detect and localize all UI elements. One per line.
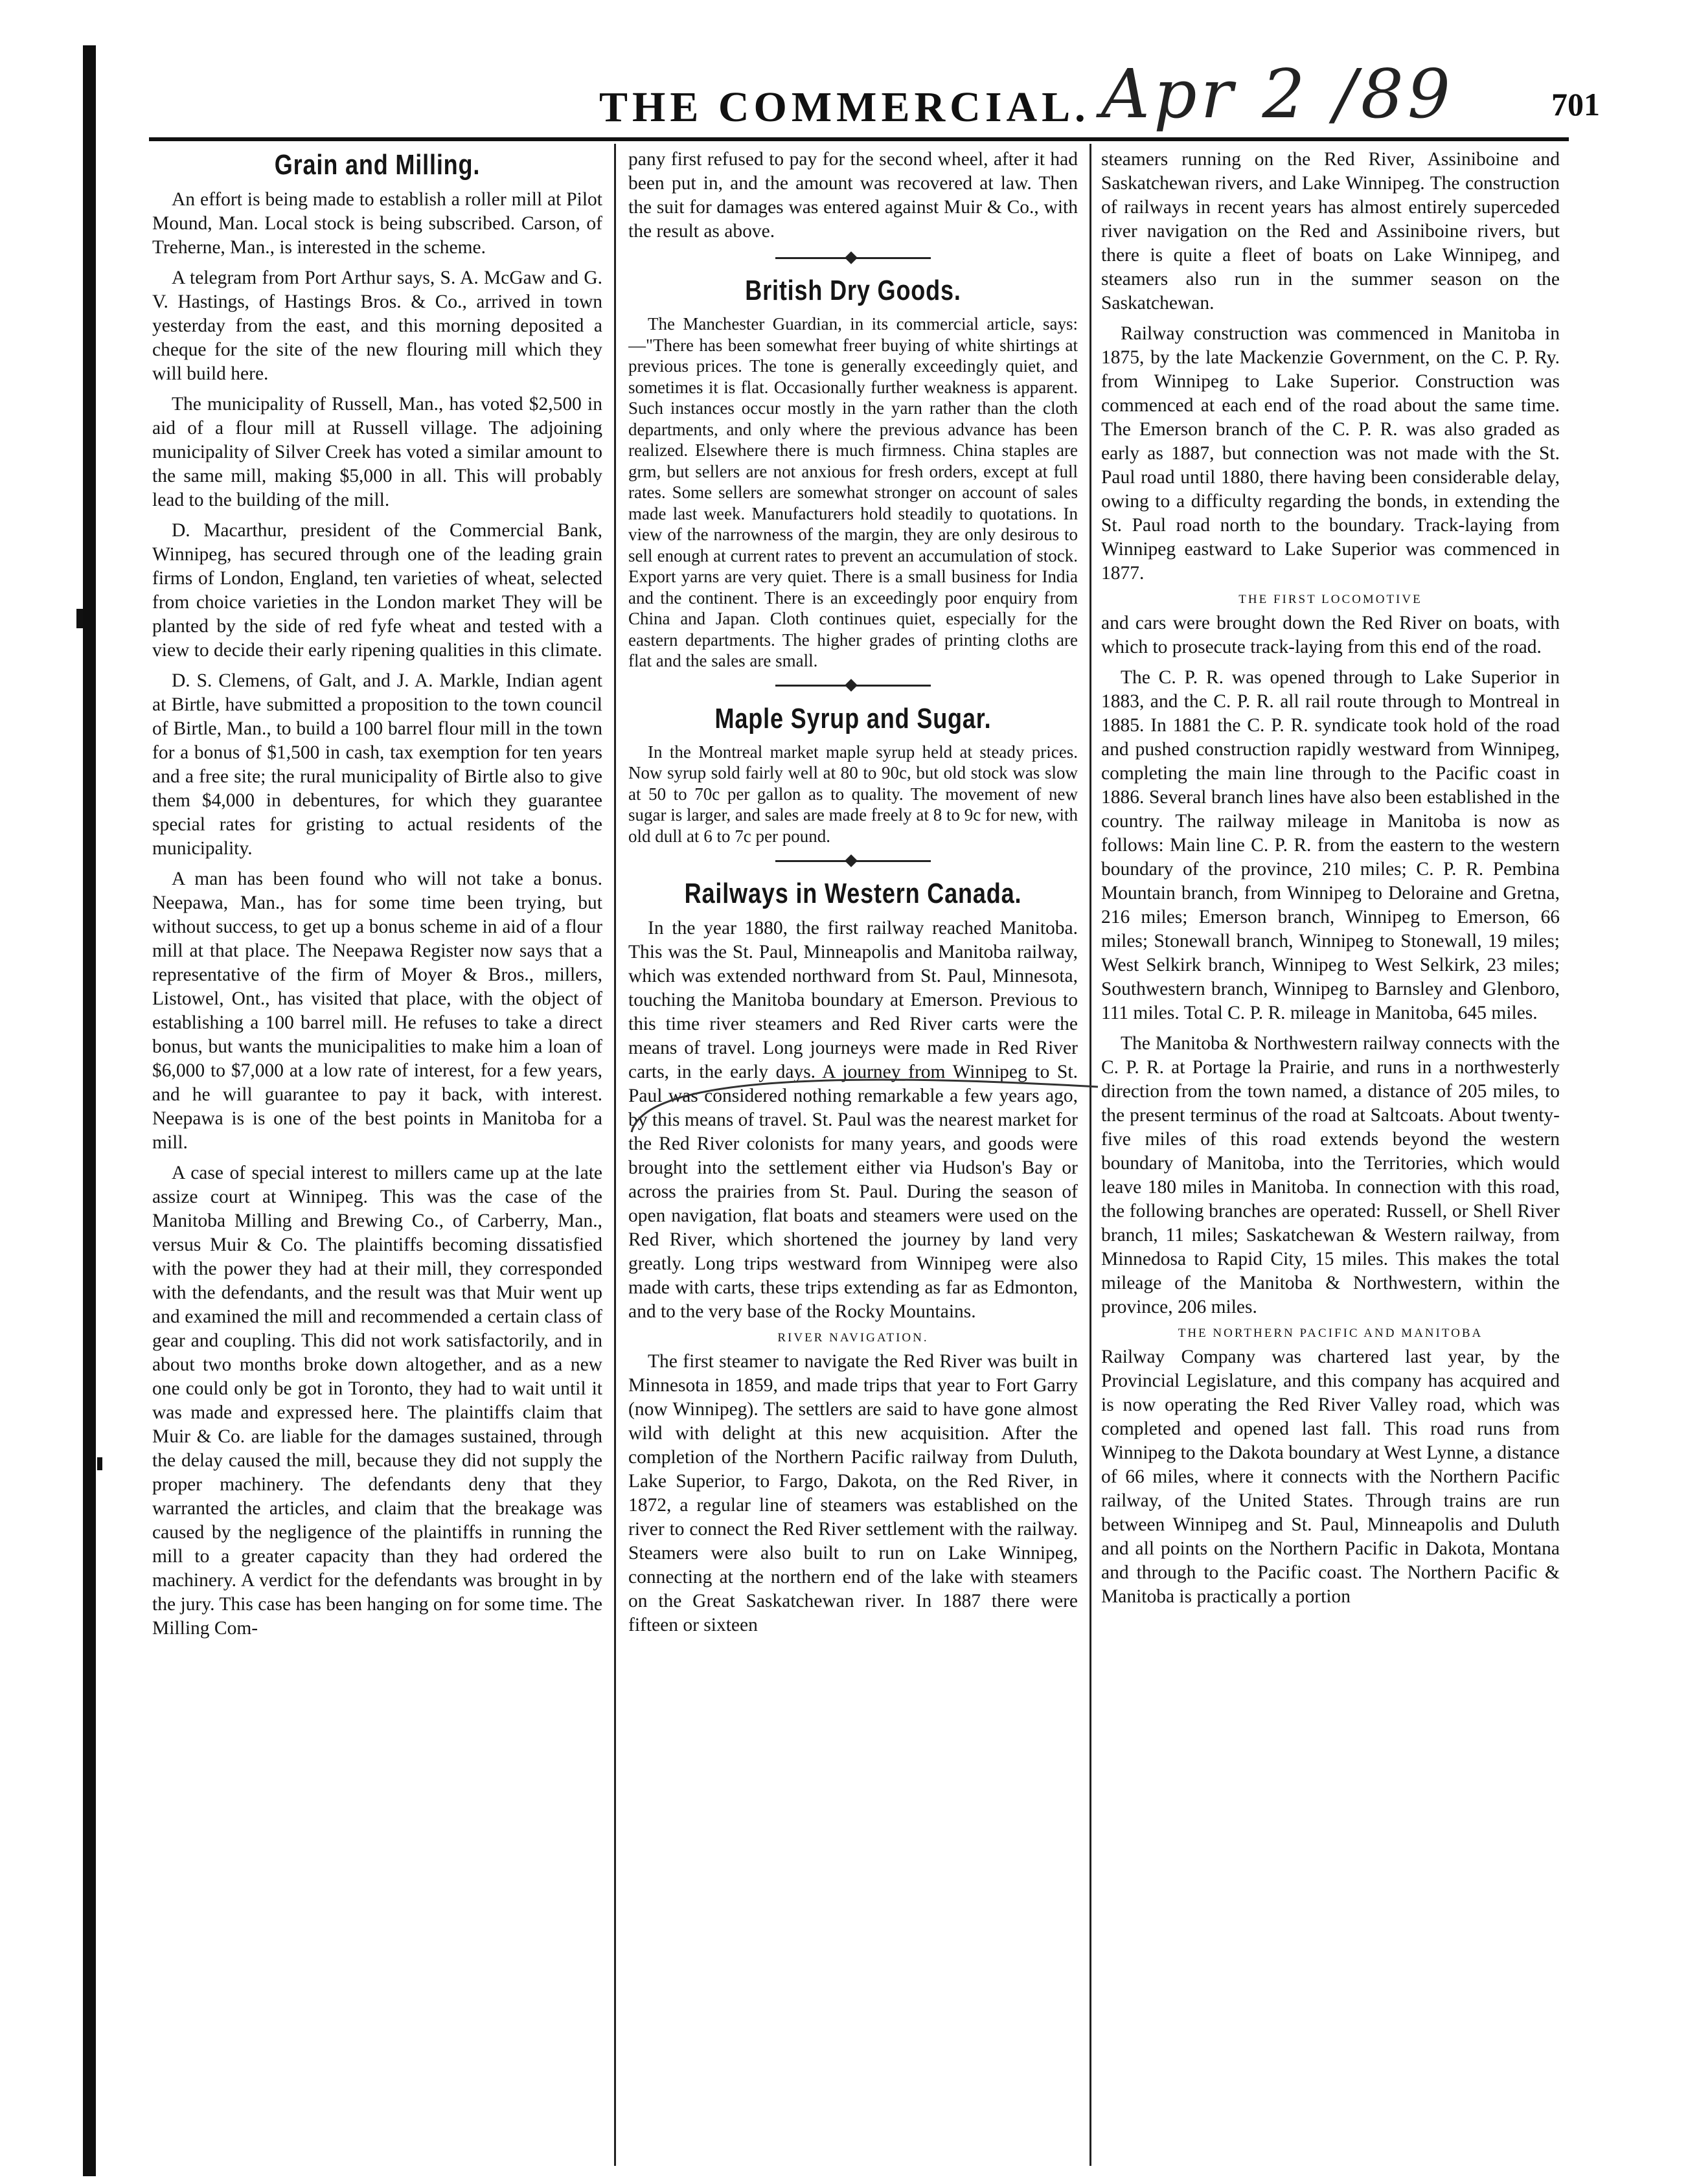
paragraph: Railway construction was commenced in Manitoba in 1875, by the late Mackenzie Government, on the C. P. Ry. from Winnipeg to Lake Superior. Construction was commenced at each end of the road about the same time. The Emerson branch of the C. P. R. was also graded as early as 1887, but connection was not made with the St. Paul road until 1880, there having been considerable delay, owing to a difficulty regarding the bonds, in extending the St. Paul road north to the boundary. Track-laying from Winnipeg eastward to Lake Superior was commenced in 1877. xyxy=(1101,323,1560,584)
section-heading-dry-goods: British Dry Goods. xyxy=(745,275,961,306)
paragraph: An effort is being made to establish a roller mill at Pilot Mound, Man. Local stock is being subscribed. Carson, of Treherne, Man., is interested in the scheme. xyxy=(152,189,602,258)
paragraph: In the year 1880, the first railway reached Manitoba. This was the St. Paul, Minneapolis and Manitoba railway, which was extended northward from St. Paul, Minnesota, touching the Manitoba boundary at Emerson. Previous to this time river steamers and Red River carts were the means of travel. Long journeys were made in Red River carts, in the early days. A journey from Winnipeg to St. Paul was considered nothing remarkable a few years ago, by this means of travel. St. Paul was the nearest market for the Red River colonists for many years, and goods were brought into the settlement either via Hudson's Bay or across the prairies from St. Paul. During the season of open navigation, flat boats and steamers were used on the Red River, which shortened the journey by land very greatly. Long trips westward from Winnipeg were also made with carts, these trips extending as far as Edmonton, and to the very base of the Rocky Mountains. xyxy=(628,918,1078,1322)
column-3 xyxy=(1101,148,1560,2168)
spine-mark xyxy=(97,1457,102,1470)
paragraph: D. S. Clemens, of Galt, and J. A. Markle, Indian agent at Birtle, have submitted a proposition to the town council of Birtle, Man., to build a 100 barrel flour mill in the town for a bonus of $1,500 in cash, tax exemption for ten years and a free site; the rural municipality of Birtle also to give them $4,000 in debentures, for which they guarantee special rates for gristing to actual residents of the municipality. xyxy=(152,670,602,859)
pencil-mark xyxy=(619,1067,1111,1139)
section-heading-grain-milling: Grain and Milling. xyxy=(274,149,481,181)
section-heading-maple-syrup: Maple Syrup and Sugar. xyxy=(714,702,992,734)
subheading-first-locomotive: THE FIRST LOCOMOTIVE xyxy=(1238,593,1422,606)
subheading-northern-pacific: THE NORTHERN PACIFIC AND MANITOBA xyxy=(1178,1326,1483,1340)
paragraph: The municipality of Russell, Man., has voted $2,500 in aid of a flour mill at Russell village. The adjoining municipality of Silver Creek has voted a similar amount to the same mill, making $5,000 in all. This will probably lead to the building of the mill. xyxy=(152,394,602,510)
page-number: 701 xyxy=(1551,86,1600,122)
section-divider xyxy=(628,250,1078,266)
handwritten-date: Apr 2 /89 xyxy=(1101,54,1455,133)
paragraph: Railway Company was chartered last year, by the Provincial Legislature, and this company has acquired and is now operating the Red River Valley road, which was completed and opened last fall. This road runs from Winnipeg to the Dakota boundary at West Lynne, a distance of 66 miles, where it connects with the Northern Pacific railway, of the United States. Through trains are run between Winnipeg and St. Paul, Minneapolis and Duluth and all points on the Northern Pacific in Dakota, Montana and through to the Pacific coast. The Northern Pacific & Manitoba is practically a portion xyxy=(1101,1347,1560,1607)
column-rule xyxy=(1089,144,1091,2166)
paragraph: and cars were brought down the Red River on boats, with which to prosecute track-laying from this end of the road. xyxy=(1101,613,1560,657)
subheading-river-navigation: RIVER NAVIGATION. xyxy=(777,1331,929,1345)
paragraph-continuation: steamers running on the Red River, Assiniboine and Saskatchewan rivers, and Lake Winnipeg. The construction of railways in recent years has almost entirely superceded river navigation on the Red and Assiniboine rivers, but there is quite a fleet of boats on Lake Winnipeg, and steamers also run in the summer season on the Saskatchewan. xyxy=(1101,149,1560,313)
paragraph: The Manchester Guardian, in its commercial article, says:—"There has been somewhat freer buying of white shirtings at previous prices. The tone is generally exceedingly quiet, and sometimes it is flat. Occasionally further weakness is apparent. Such instances occur mostly in the yarn rather than the cloth departments, and only where the previous advance has been realized. Elsewhere there is much firmness. China staples are grm, but sellers are not anxious for fresh orders, except at full rates. Some sellers are somewhat stronger on account of sales made last week. Manufacturers hold steadily to quotations. In view of the narrowness of the margin, they are only desirous to sell enough at current rates to prevent an accumulation of stock. Export yarns are very quiet. There is a small business for India and the continent. There is an exceedingly poor enquiry from China and Japan. Cloth continues quiet, especially for the eastern departments. The higher grades of printing cloths are flat and the sales are small. xyxy=(628,314,1078,670)
header-rule xyxy=(149,137,1569,141)
paragraph: D. Macarthur, president of the Commercial Bank, Winnipeg, has secured through one of the leading grain firms of London, England, ten varieties of wheat, selected from choice varieties in the London market They will be planted by the side of red fyfe wheat and tested with a view to decide their early ripening qualities in this climate. xyxy=(152,520,602,661)
paragraph: A telegram from Port Arthur says, S. A. McGaw and G. V. Hastings, of Hastings Bros. & Co., arrived in town yesterday from the east, and this morning deposited a cheque for the site of the new flouring mill which they will build here. xyxy=(152,267,602,384)
paragraph: A case of special interest to millers came up at the late assize court at Winnipeg. This was the case of the Manitoba Milling and Brewing Co., of Carberry, Man., versus Muir & Co. The plaintiffs becoming dissatisfied with the power they had at their mill, they corresponded with the defendants, and the result was that Muir went up and examined the mill and recommended a certain class of gear and coupling. This did not work satisfactorily, and in about two months broke down altogether, and as a new one could only be got in Toronto, they had to wait until it was made and expressed here. The plaintiffs claim that Muir & Co. are liable for the damages sustained, through the delay caused the mill, because they did not supply the proper machinery. The defendants deny that they warranted the articles, and claim that the breakage was caused by the negligence of the plaintiffs in running the mill to a greater capacity than they had ordered the machinery. A verdict for the defendants was brought in by the jury. This case has been hanging on for some time. The Milling Com- xyxy=(152,1163,602,1639)
paragraph-continuation: pany first refused to pay for the second wheel, after it had been put in, and the amount was recovered at law. Then the suit for damages was entered against Muir & Co., with the result as above. xyxy=(628,149,1078,242)
column-1 xyxy=(152,148,602,2168)
section-divider xyxy=(628,853,1078,869)
column-rule xyxy=(614,144,616,2166)
paragraph: In the Montreal market maple syrup held at steady prices. Now syrup sold fairly well at 80 to 90c, but old stock was slow at 50 to 70c per gallon as to quality. The movement of new sugar is larger, and sales are made freely at 8 to 9c for new, with old dull at 6 to 7c per pound. xyxy=(628,742,1078,846)
page-header xyxy=(110,54,1600,154)
spine-mark xyxy=(76,609,83,628)
paragraph: The first steamer to navigate the Red River was built in Minnesota in 1859, and made trips that year to Fort Garry (now Winnipeg). The settlers are said to have gone almost wild with delight at this new acquisition. After the completion of the Northern Pacific railway from Duluth, Lake Superior, to Fargo, Dakota, on the Red River, in 1872, a regular line of steamers was established on the river to connect the Red River settlement with the railway. Steamers were also built to run on Lake Winnipeg, connecting at the northern end of the lake with steamers on the Great Saskatchewan river. In 1887 there were fifteen or sixteen xyxy=(628,1351,1078,1635)
section-divider xyxy=(628,678,1078,694)
paragraph: A man has been found who will not take a bonus. Neepawa, Man., has for some time been trying, but without success, to get up a bonus scheme in aid of a flour mill at that place. The Neepawa Register now says that a representative of the firm of Moyer & Bros., millers, Listowel, Ont., has visited that place, with the object of establishing a 100 barrel mill. He refuses to take a direct bonus, but wants the municipalities to make him a loan of $6,000 to $7,000 at a low rate of interest, for a few years, and he will guarantee to pay it back, with interest. Neepawa is is one of the best points in Manitoba for a mill. xyxy=(152,869,602,1153)
masthead: THE COMMERCIAL. xyxy=(599,84,1090,131)
paragraph: The Manitoba & Northwestern railway connects with the C. P. R. at Portage la Prairie, and runs in a northwesterly direction from the town named, a distance of 205 miles, to the present terminus of the road at Saltcoats. About twenty-five miles of this road extends beyond the western boundary of Manitoba, into the Territories, which would leave 180 miles in Manitoba. In connection with this road, the following branches are operated: Russell, or Shell River branch, 11 miles; Saskatchewan & Western railway, from Minnedosa to Rapid City, 15 miles. This makes the total mileage of the Manitoba & Northwestern, within the province, 206 miles. xyxy=(1101,1033,1560,1317)
binding-spine xyxy=(83,45,96,2176)
column-2 xyxy=(628,148,1078,2168)
paragraph: The C. P. R. was opened through to Lake Superior in 1883, and the C. P. R. all rail route through to Montreal in 1885. In 1881 the C. P. R. syndicate took hold of the road and pushed construction rapidly westward from Winnipeg, completing the main line through to the Pacific coast in 1886. Several branch lines have also been established in the country. The railway mileage in Manitoba is now as follows: Main line C. P. R. from the eastern to the western boundary of the province, 210 miles; C. P. R. Pembina Mountain branch, from Winnipeg to Deloraine and Gretna, 216 miles; Emerson branch, Winnipeg to Emerson, 66 miles; Stonewall branch, Winnipeg to Stonewall, 19 miles; West Selkirk branch, Winnipeg to West Selkirk, 23 miles; Southwestern branch, Winnipeg to Barnsley and Glenboro, 111 miles. Total C. P. R. mileage in Manitoba, 645 miles. xyxy=(1101,667,1560,1023)
section-heading-railways: Railways in Western Canada. xyxy=(684,878,1022,909)
